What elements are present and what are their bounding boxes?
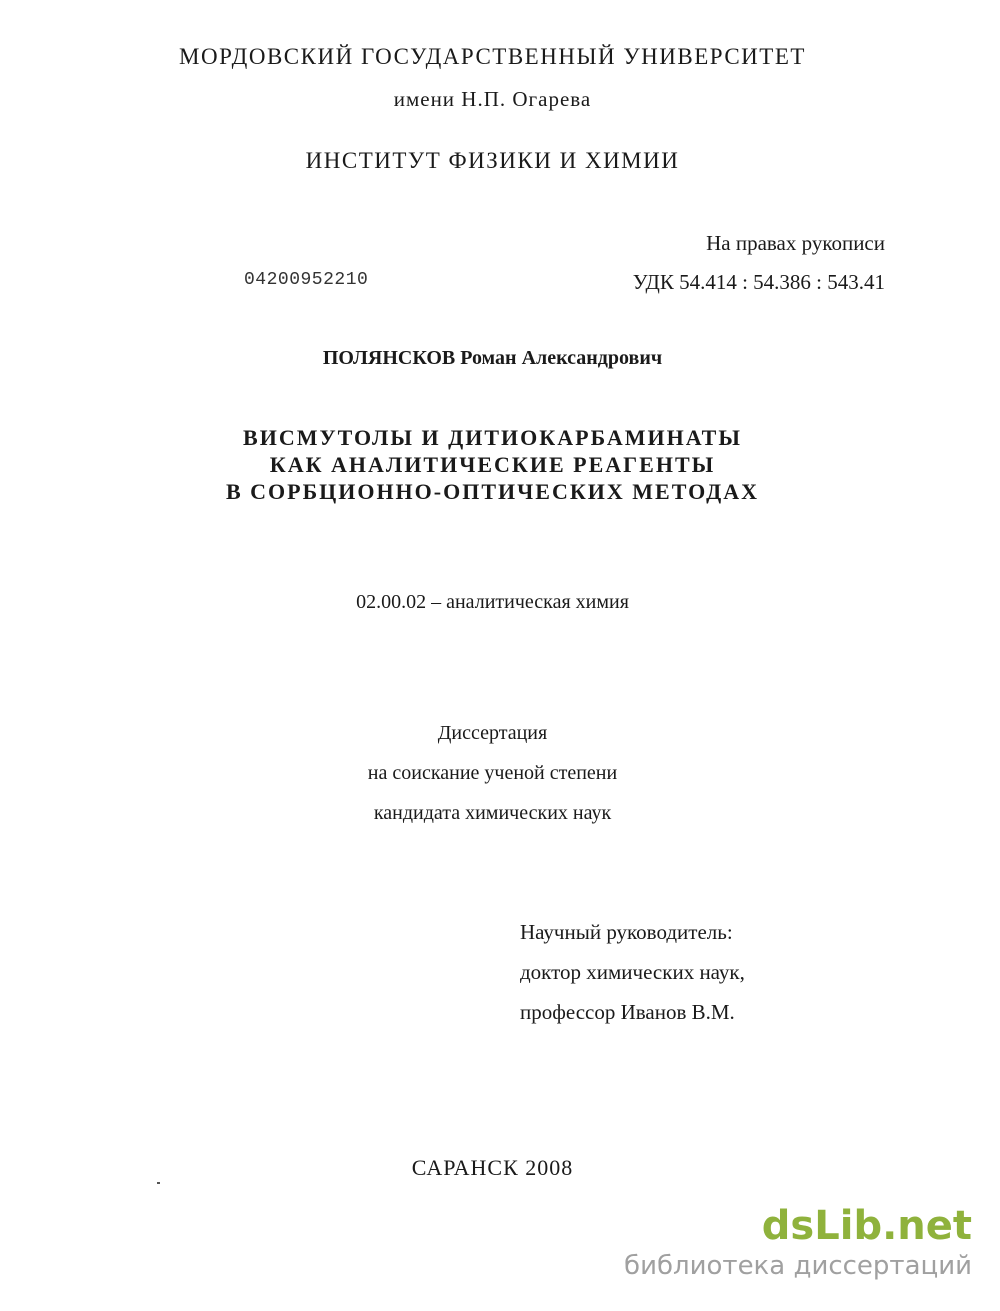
archive-code-stamp: 04200952210 xyxy=(244,270,369,290)
specialty-code: 02.00.02 – аналитическая химия xyxy=(356,591,629,613)
title-line: ВИСМУТОЛЫ И ДИТИОКАРБАМИНАТЫ xyxy=(243,425,742,450)
udc-code: УДК 54.414 : 54.386 : 543.41 xyxy=(632,270,885,294)
supervisor-line: профессор Иванов В.М. xyxy=(520,1000,735,1024)
title-line: В СОРБЦИОННО-ОПТИЧЕСКИХ МЕТОДАХ xyxy=(225,479,760,504)
supervisor-info xyxy=(520,912,745,1032)
watermark-tagline: библиотека диссертаций xyxy=(624,1251,972,1281)
degree-line: Диссертация xyxy=(437,722,548,744)
university-name: МОРДОВСКИЙ ГОСУДАРСТВЕННЫЙ УНИВЕРСИТЕТ xyxy=(179,44,806,69)
supervisor-line: Научный руководитель: xyxy=(520,920,733,944)
author-name: ПОЛЯНСКОВ Роман Александрович xyxy=(322,347,663,369)
degree-line: на соискание ученой степени xyxy=(367,762,618,784)
city-year: САРАНСК 2008 xyxy=(411,1155,574,1180)
dissertation-title xyxy=(0,424,985,505)
institute-name: ИНСТИТУТ ФИЗИКИ И ХИМИИ xyxy=(305,148,680,173)
watermark-brand: dsLib.net xyxy=(761,1203,972,1249)
degree-line: кандидата химических наук xyxy=(373,802,612,824)
degree-statement xyxy=(0,713,985,833)
supervisor-line: доктор химических наук, xyxy=(520,960,745,984)
dslib-watermark xyxy=(624,1204,972,1282)
title-line: КАК АНАЛИТИЧЕСКИЕ РЕАГЕНТЫ xyxy=(269,452,716,477)
scan-speck xyxy=(157,1182,160,1184)
university-named-after: имени Н.П. Огарева xyxy=(393,87,592,111)
manuscript-rights-note: На правах рукописи xyxy=(706,231,885,255)
